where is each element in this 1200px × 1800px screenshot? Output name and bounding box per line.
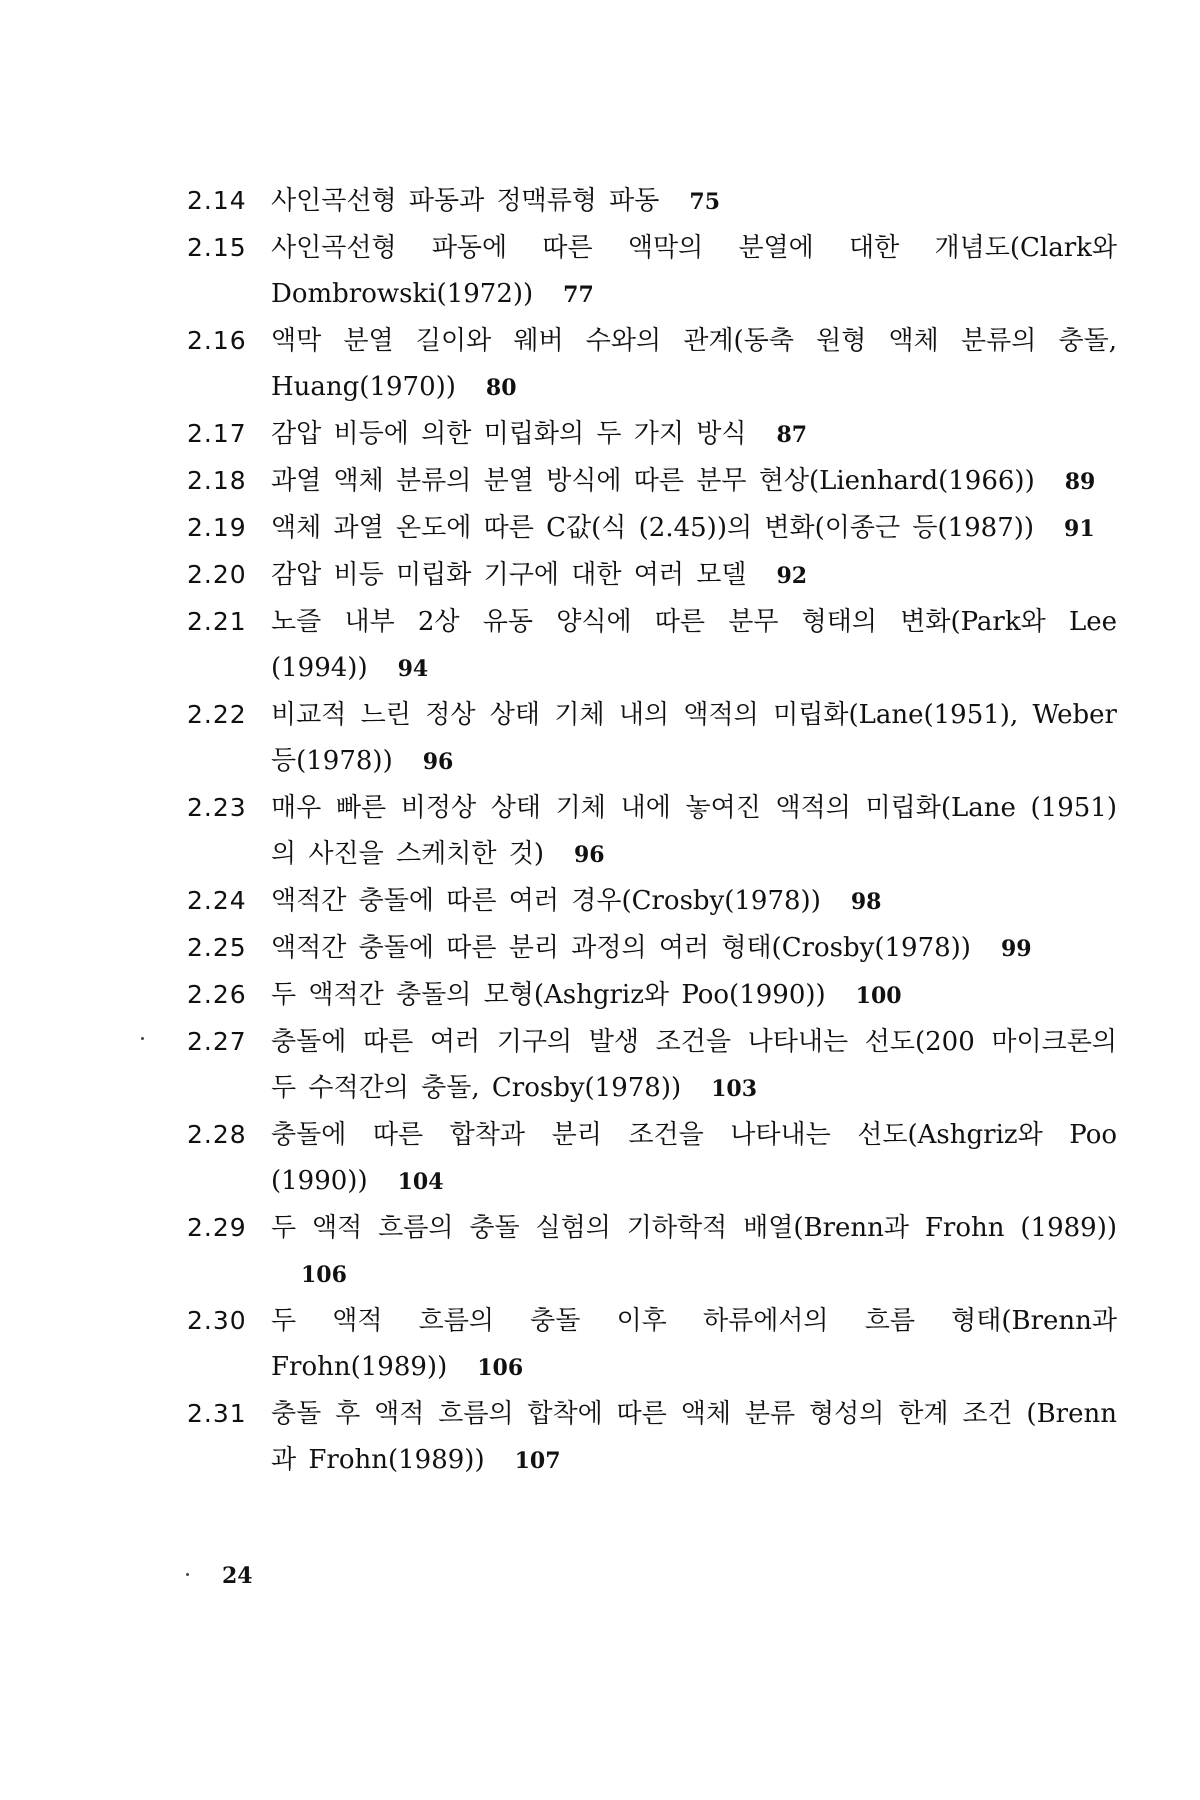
figure-page-number: 98: [850, 889, 882, 915]
figure-number: 2.30: [187, 1306, 247, 1335]
figure-title: 비교적 느린 정상 상태 기체 내의 액적의 미립화(Lane(1951), Weber 등(1978)): [271, 700, 1117, 776]
figure-number: 2.19: [187, 513, 247, 542]
figure-title: 매우 빠른 비정상 상태 기체 내에 놓여진 액적의 미립화(Lane (1951)의 사진을 스케치한 것): [271, 793, 1117, 869]
figure-caption: [271, 599, 1117, 692]
figure-title: 액막 분열 길이와 웨버 수와의 관계(동축 원형 액체 분류의 충돌, Huang(1970)): [271, 326, 1117, 402]
figure-number: 2.15: [187, 233, 247, 262]
page-number: 24: [222, 1563, 253, 1589]
figure-page-number: 104: [397, 1169, 444, 1195]
figure-caption: [271, 318, 1117, 411]
figure-title: 충돌에 따른 합착과 분리 조건을 나타내는 선도(Ashgriz와 Poo (1990)): [271, 1120, 1117, 1196]
figure-number: 2.24: [187, 886, 247, 915]
figure-title: 과열 액체 분류의 분열 방식에 따른 분무 현상(Lienhard(1966)): [271, 466, 1035, 496]
figure-entry-2-27: [187, 1019, 1117, 1112]
figure-caption: [271, 411, 1117, 458]
figure-title: 감압 비등에 의한 미립화의 두 가지 방식: [271, 419, 747, 449]
figure-entry-2-19: [187, 505, 1117, 552]
figure-page-number: 100: [855, 983, 902, 1009]
figure-number: 2.29: [187, 1213, 247, 1242]
figure-entry-2-15: [187, 225, 1117, 318]
figure-caption: [271, 458, 1117, 505]
figure-caption: [271, 878, 1117, 925]
figure-entry-2-31: [187, 1391, 1117, 1484]
figure-caption: [271, 692, 1117, 785]
figure-title: 두 액적 흐름의 충돌 실험의 기하학적 배열(Brenn과 Frohn (1989)): [271, 1213, 1117, 1243]
figure-entry-2-18: [187, 458, 1117, 505]
figure-entry-2-26: [187, 972, 1117, 1019]
figure-entry-2-30: [187, 1298, 1117, 1391]
figure-title: 사인곡선형 파동과 정맥류형 파동: [271, 186, 660, 216]
figure-title: 액체 과열 온도에 따른 C값(식 (2.45))의 변화(이종근 등(1987)): [271, 513, 1035, 543]
figure-title: 충돌 후 액적 흐름의 합착에 따른 액체 분류 형성의 한계 조건 (Brenn과 Frohn(1989)): [271, 1399, 1117, 1475]
figure-entry-2-20: [187, 552, 1117, 599]
figure-title: 액적간 충돌에 따른 분리 과정의 여러 형태(Crosby(1978)): [271, 933, 971, 963]
figure-caption: [271, 552, 1117, 599]
figure-caption: [271, 178, 1117, 225]
figure-page-number: 94: [397, 656, 429, 682]
figure-list: [187, 178, 1117, 1484]
figure-page-number: 96: [422, 749, 454, 775]
figure-page-number: 80: [485, 375, 517, 401]
figure-title: 사인곡선형 파동에 따른 액막의 분열에 대한 개념도(Clark와 Dombrowski(1972)): [271, 233, 1117, 309]
figure-number: 2.18: [187, 466, 247, 495]
figure-caption: [271, 972, 1117, 1019]
figure-number: 2.23: [187, 793, 247, 822]
figure-number: 2.31: [187, 1399, 247, 1428]
scan-speck: [141, 1037, 144, 1040]
figure-number: 2.14: [187, 186, 247, 215]
figure-caption: [271, 1112, 1117, 1205]
figure-number: 2.17: [187, 419, 247, 448]
figure-caption: [271, 505, 1117, 552]
figure-page-number: 106: [301, 1262, 347, 1288]
figure-number: 2.28: [187, 1120, 247, 1149]
figure-number: 2.21: [187, 607, 247, 636]
figure-number: 2.26: [187, 980, 247, 1009]
figure-caption: [271, 1391, 1117, 1484]
figure-page-number: 99: [1000, 936, 1032, 962]
figure-caption: [271, 1205, 1117, 1298]
figure-page-number: 106: [477, 1355, 524, 1381]
figure-page-number: 75: [689, 189, 721, 215]
figure-entry-2-25: [187, 925, 1117, 972]
figure-page-number: 89: [1064, 469, 1096, 495]
figure-page-number: 87: [776, 422, 808, 448]
figure-page-number: 77: [563, 282, 594, 308]
figure-caption: [271, 785, 1117, 878]
figure-page-number: 96: [573, 842, 605, 868]
figure-page-number: 91: [1064, 516, 1095, 542]
figure-entry-2-21: [187, 599, 1117, 692]
figure-page-number: 107: [514, 1448, 561, 1474]
figure-entry-2-14: [187, 178, 1117, 225]
figure-title: 두 액적 흐름의 충돌 이후 하류에서의 흐름 형태(Brenn과 Frohn(1989)): [271, 1306, 1117, 1382]
figure-title: 노즐 내부 2상 유동 양식에 따른 분무 형태의 변화(Park와 Lee (1994)): [271, 607, 1117, 683]
figure-caption: [271, 1019, 1117, 1112]
figure-title: 액적간 충돌에 따른 여러 경우(Crosby(1978)): [271, 886, 821, 916]
figure-number: 2.16: [187, 326, 247, 355]
figure-title: 두 액적간 충돌의 모형(Ashgriz와 Poo(1990)): [271, 980, 826, 1010]
figure-title: 충돌에 따른 여러 기구의 발생 조건을 나타내는 선도(200 마이크론의 두 수적간의 충돌, Crosby(1978)): [271, 1027, 1117, 1103]
figure-entry-2-22: [187, 692, 1117, 785]
figure-number: 2.25: [187, 933, 247, 962]
figure-number: 2.20: [187, 560, 247, 589]
figure-page-number: 92: [776, 563, 808, 589]
figure-number: 2.27: [187, 1027, 247, 1056]
figure-title: 감압 비등 미립화 기구에 대한 여러 모델: [271, 560, 747, 590]
scan-speck: [186, 1573, 189, 1576]
figure-caption: [271, 925, 1117, 972]
figure-entry-2-28: [187, 1112, 1117, 1205]
figure-entry-2-24: [187, 878, 1117, 925]
figure-entry-2-23: [187, 785, 1117, 878]
figure-entry-2-16: [187, 318, 1117, 411]
figure-caption: [271, 1298, 1117, 1391]
figure-caption: [271, 225, 1117, 318]
figure-entry-2-29: [187, 1205, 1117, 1298]
figure-page-number: 103: [711, 1076, 758, 1102]
figure-entry-2-17: [187, 411, 1117, 458]
figure-number: 2.22: [187, 700, 247, 729]
